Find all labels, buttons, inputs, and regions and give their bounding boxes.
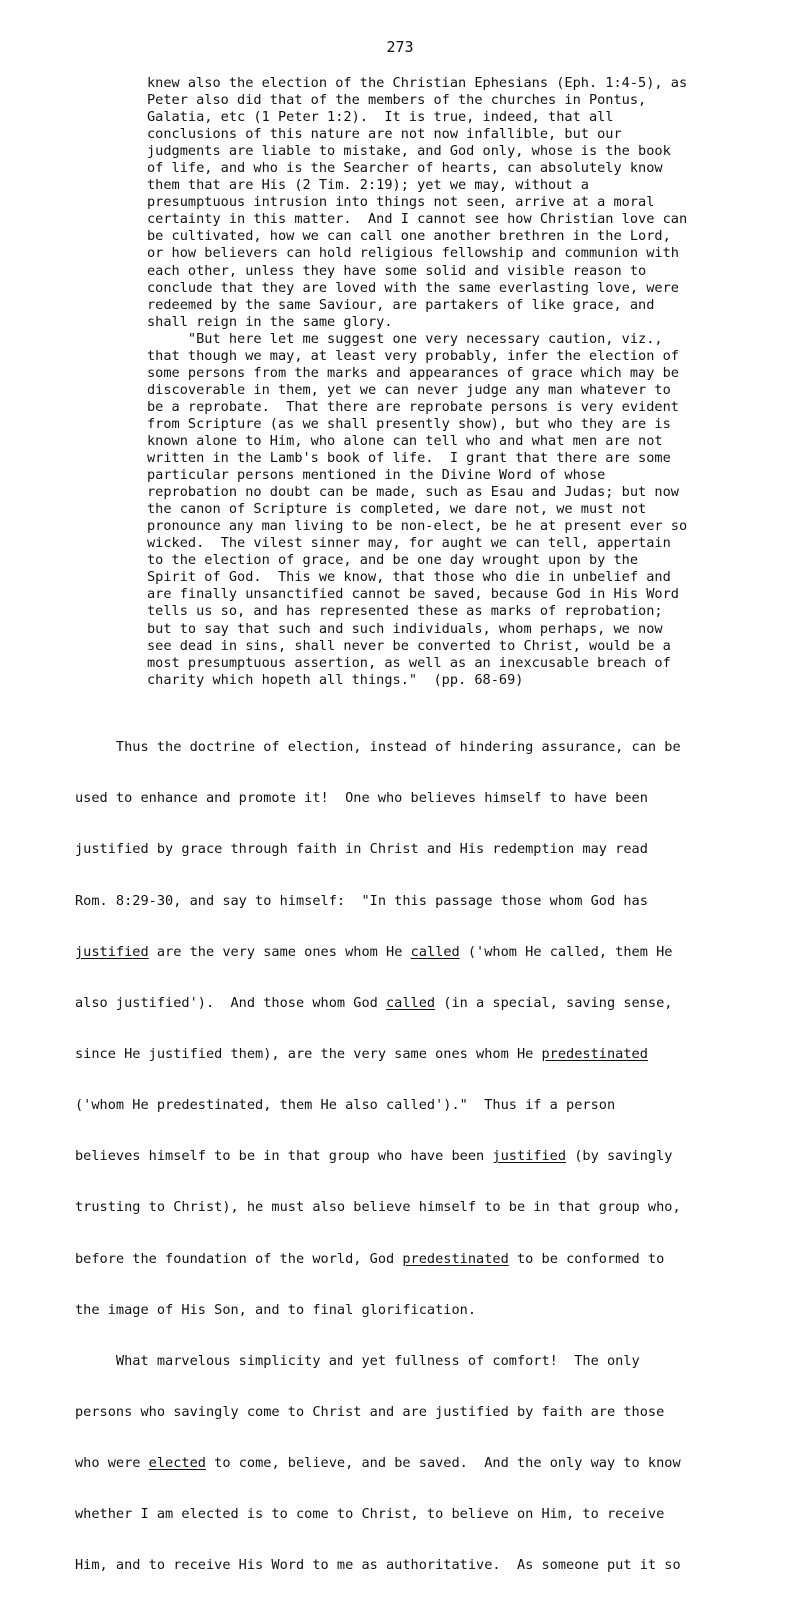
underlined-word: predestinated xyxy=(402,1250,509,1267)
quote-line: tells us so, and has represented these as marks of reprobation; xyxy=(147,603,663,620)
text-fragment: ('whom He called, them He xyxy=(459,943,673,960)
quote-line: Galatia, etc (1 Peter 1:2). It is true, indeed, that all xyxy=(147,109,614,126)
quote-line: pronounce any man living to be non-elect, be he at present ever so xyxy=(147,518,688,535)
text-line: Thus the doctrine of election, instead of hindering assurance, can be xyxy=(75,739,681,756)
text-line xyxy=(75,1046,715,1063)
quote-line: "But here let me suggest one very necessary caution, viz., xyxy=(147,330,663,347)
text-fragment: are the very same ones whom He xyxy=(148,943,411,960)
text-fragment: to come, believe, and be saved. And the only way to know xyxy=(205,1455,681,1472)
quote-line: Spirit of God. This we know, that those who die in unbelief and xyxy=(147,569,671,586)
text-line: trusting to Christ), he must also believe himself to be in that group who, xyxy=(75,1199,681,1216)
quote-line: are finally unsanctified cannot be saved, because God in His Word xyxy=(147,586,679,603)
text-line xyxy=(75,944,715,961)
page-number: 273 xyxy=(386,38,414,56)
underlined-word: justified xyxy=(75,943,149,960)
text-fragment: also justified'). And those whom God xyxy=(75,994,386,1011)
underlined-word: predestinated xyxy=(541,1045,648,1062)
quote-line: shall reign in the same glory. xyxy=(147,313,393,330)
quote-line: that though we may, at least very probably, infer the election of xyxy=(147,347,679,364)
text-line: whether I am elected is to come to Christ, to believe on Him, to receive xyxy=(75,1506,665,1523)
quote-line: conclude that they are loved with the same everlasting love, were xyxy=(147,279,679,296)
quote-line: charity which hopeth all things." (pp. 68-69) xyxy=(147,671,524,688)
quote-line: knew also the election of the Christian Ephesians (Eph. 1:4-5), as xyxy=(147,75,688,91)
text-line: persons who savingly come to Christ and are justified by faith are those xyxy=(75,1403,665,1420)
block-quote xyxy=(147,75,717,689)
quote-line: presumptuous intrusion into things not seen, arrive at a moral xyxy=(147,194,655,211)
text-line: justified by grace through faith in Christ and His redemption may read xyxy=(75,841,648,858)
quote-line: from Scripture (as we shall presently show), but who they are is xyxy=(147,415,671,432)
quote-line: the canon of Scripture is completed, we dare not, we must not xyxy=(147,501,647,518)
quote-line: but to say that such and such individuals, whom perhaps, we now xyxy=(147,620,663,637)
underlined-word: called xyxy=(386,994,436,1011)
text-fragment: believes himself to be in that group who have been xyxy=(75,1148,493,1165)
quote-line: reprobation no doubt can be made, such as Esau and Judas; but now xyxy=(147,484,679,501)
text-fragment: since He justified them), are the very same ones whom He xyxy=(75,1045,542,1062)
quote-line: to the election of grace, and be one day wrought upon by the xyxy=(147,552,639,569)
text-line: ('whom He predestinated, them He also called')." Thus if a person xyxy=(75,1097,616,1114)
quote-line: be a reprobate. That there are reprobate persons is very evident xyxy=(147,398,679,415)
text-fragment: (in a special, saving sense, xyxy=(435,994,673,1011)
body-text xyxy=(75,705,715,1608)
underlined-word: elected xyxy=(148,1455,206,1472)
quote-line: of life, and who is the Searcher of hearts, can absolutely know xyxy=(147,160,663,177)
text-line xyxy=(75,1455,715,1472)
quote-line: written in the Lamb's book of life. I grant that there are some xyxy=(147,450,671,467)
quote-line: known alone to Him, who alone can tell who and what men are not xyxy=(147,432,663,449)
text-line: used to enhance and promote it! One who believes himself to have been xyxy=(75,790,648,807)
quote-line: Peter also did that of the members of the churches in Pontus, xyxy=(147,92,647,109)
quote-line: most presumptuous assertion, as well as an inexcusable breach of xyxy=(147,654,671,671)
quote-line: them that are His (2 Tim. 2:19); yet we may, without a xyxy=(147,177,589,194)
quote-line: certainty in this matter. And I cannot see how Christian love can xyxy=(147,211,688,228)
quote-line: be cultivated, how we can call one another brethren in the Lord, xyxy=(147,228,671,245)
underlined-word: called xyxy=(410,943,460,960)
text-line: What marvelous simplicity and yet fullness of comfort! The only xyxy=(75,1352,640,1369)
quote-line: conclusions of this nature are not now infallible, but our xyxy=(147,126,622,143)
quote-line: wicked. The vilest sinner may, for aught we can tell, appertain xyxy=(147,535,671,552)
quote-line: see dead in sins, shall never be converted to Christ, would be a xyxy=(147,637,671,654)
quote-line: some persons from the marks and appearances of grace which may be xyxy=(147,364,679,381)
quote-line: or how believers can hold religious fellowship and communion with xyxy=(147,245,679,262)
text-line xyxy=(75,1148,715,1165)
text-fragment: to be conformed to xyxy=(508,1250,665,1267)
text-line: Him, and to receive His Word to me as authoritative. As someone put it so xyxy=(75,1557,681,1574)
quote-line: particular persons mentioned in the Divine Word of whose xyxy=(147,467,606,484)
quote-line: redeemed by the same Saviour, are partakers of like grace, and xyxy=(147,296,655,313)
text-line xyxy=(75,1251,715,1268)
text-fragment: (by savingly xyxy=(566,1148,673,1165)
text-line xyxy=(75,995,715,1012)
quote-line: discoverable in them, yet we can never judge any man whatever to xyxy=(147,381,671,398)
text-fragment: before the foundation of the world, God xyxy=(75,1250,403,1267)
text-line: Rom. 8:29-30, and say to himself: "In this passage those whom God has xyxy=(75,892,648,909)
quote-line: each other, unless they have some solid and visible reason to xyxy=(147,262,647,279)
text-fragment: who were xyxy=(75,1455,149,1472)
underlined-word: justified xyxy=(492,1148,567,1165)
text-line: the image of His Son, and to final glorification. xyxy=(75,1301,477,1318)
quote-line: judgments are liable to mistake, and God only, whose is the book xyxy=(147,143,671,160)
